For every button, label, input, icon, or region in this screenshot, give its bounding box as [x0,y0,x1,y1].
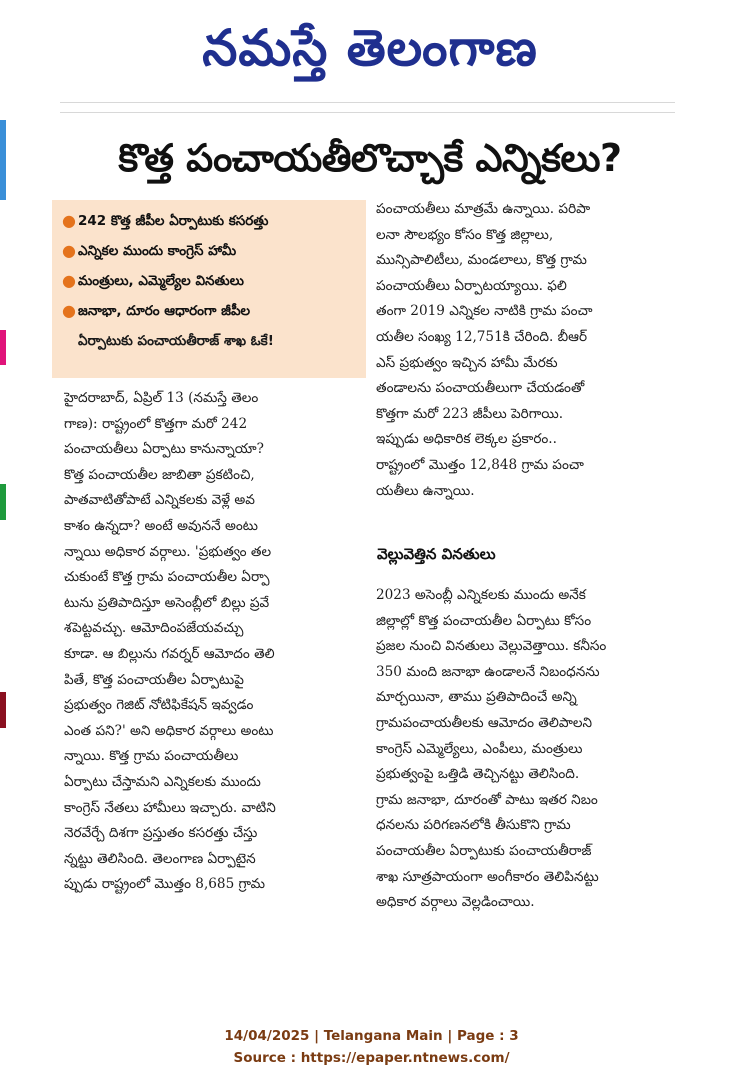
text-line: తండాలను పంచాయతీలుగా చేయడంతో [376,380,585,397]
highlight-continuation: ఏర్పాటుకు పంచాయతీరాజ్ శాఖ ఓకే! [78,333,274,349]
edge-marker-magenta [0,330,6,365]
text-line: న్నట్టు తెలిసింది. తెలంగాణ ఏర్పాటైన [64,850,256,867]
text-line: లనా సౌలభ్యం కోసం కొత్త జిల్లాలు, [376,226,554,243]
text-line: పాతవాటితోపాటే ఎన్నికలకు వెళ్లే అవ [64,492,255,509]
text-line: కొత్త పంచాయతీల జాబితా ప్రకటించి, [64,466,255,483]
text-line: ఎస్ ప్రభుత్వం ఇచ్చిన హామీ మేరకు [376,354,558,371]
text-line: శపెట్టవచ్చు. ఆమోదింపజేయవచ్చు [64,620,244,637]
text-line: యతీల సంఖ్య 12,751కి చేరింది. బీఆర్ [376,328,588,345]
text-line: మున్సిపాలిటీలు, మండలాలు, కొత్త గ్రామ [376,252,587,269]
highlight-text: 242 కొత్త జీపీల ఏర్పాటుకు కసరత్తు [78,213,269,229]
text-line: ప్రజల నుంచి వినతులు వెల్లువెత్తాయి. కనీసం [376,638,607,655]
highlight-item [62,236,360,266]
text-line: నెరవేర్చే దిశగా ప్రస్తుతం కసరత్తు చేస్తు [64,825,258,842]
section-subhead: వెల్లువెత్తిన వినతులు [377,545,496,563]
masthead-logo [150,4,590,92]
highlights-box [52,200,366,378]
bullet-icon: ● [62,211,76,230]
text-line: శాఖ సూత్రపాయంగా అంగీకారం తెలిపినట్టు [376,868,599,885]
text-line: ఏర్పాటు చేస్తామని ఎన్నికలకు ముందు [64,773,261,790]
article-headline: కొత్త పంచాయతీలొచ్చాకే ఎన్నికలు? [118,136,622,180]
text-line: కూడా. ఆ బిల్లును గవర్నర్ ఆమోదం తెలి [64,645,275,662]
text-line: ఎంత పని?' అని అధికార వర్గాలు అంటు [64,722,274,739]
text-line: కాంగ్రెస్ నేతలు హామీలు ఇచ్చారు. వాటిని [64,799,276,816]
highlight-item [62,206,360,236]
text-line: యతీలు ఉన్నాయి. [376,482,475,499]
text-line: పంచాయతీల ఏర్పాటుకు పంచాయతీరాజ్ [376,842,592,859]
footer-dateline: 14/04/2025 | Telangana Main | Page : 3 [224,1028,519,1044]
text-line: గ్రామపంచాయతీలకు ఆమోదం తెలిపాలని [376,714,593,731]
edge-marker-blue [0,120,6,200]
text-line: రాష్ట్రంలో మొత్తం 12,848 గ్రామ పంచా [376,456,584,473]
text-line: న్నాయి. కొత్త గ్రామ పంచాయతీలు [64,748,239,765]
text-line: టును ప్రతిపాదిస్తూ అసెంబ్లీలో బిల్లు ప్రవే [64,594,270,611]
text-line: ప్రభుత్వంపై ఒత్తిడి తెచ్చినట్టు తెలిసింది. [376,766,580,783]
masthead-title: నమస్తే తెలంగాణ [202,19,538,77]
text-line: గాణ): రాష్ట్రంలో కొత్తగా మరో 242 [64,415,248,432]
left-column [64,386,350,898]
text-line: ఇప్పుడు అధికారిక లెక్కల ప్రకారం.. [376,431,557,448]
text-line: 2023 అసెంబ్లీ ఎన్నికలకు ముందు అనేక [376,587,586,603]
top-rule [60,102,675,103]
text-line: ప్రభుత్వం గెజిట్ నోటిఫికేషన్ ఇవ్వడం [64,697,254,714]
bullet-icon: ● [62,301,76,320]
text-line: కాంగ్రెస్ ఎమ్మెల్యేలు, ఎంపీలు, మంత్రులు [376,740,583,757]
text-line: అధికార వర్గాలు వెల్లడించాయి. [376,894,535,911]
text-line: తంగా 2019 ఎన్నికల నాటికి గ్రామ పంచా [376,303,593,320]
headline-rule [60,112,675,113]
text-line: 350 మంది జనాభా ఉండాలనే నిబంధనను [376,663,600,680]
text-line: ధనలను పరిగణనలోకి తీసుకొని గ్రామ [376,817,571,834]
highlight-item [62,296,360,326]
right-column-bottom [376,583,676,916]
bullet-icon: ● [62,271,76,290]
highlight-text: ఎన్నికల ముందు కాంగ్రెస్ హామీ [78,243,237,259]
edge-marker-maroon [0,692,6,728]
highlight-text: జనాభా, దూరం ఆధారంగా జీపీల [78,303,251,319]
highlight-item [62,266,360,296]
text-line: జిల్లాల్లో కొత్త పంచాయతీల ఏర్పాటు కోసం [376,612,592,629]
text-line: ప్పుడు రాష్ట్రంలో మొత్తం 8,685 గ్రామ [64,876,266,893]
text-line: పితే, కొత్త పంచాయతీల ఏర్పాటుపై [64,671,244,688]
footer-source: Source : https://epaper.ntnews.com/ [233,1050,510,1066]
text-line: మార్చయినా, తాము ప్రతిపాదించే అన్ని [376,689,577,706]
right-column-top [376,197,676,504]
text-line: పంచాయతీలు ఏర్పాటు కానున్నాయా? [64,441,264,458]
text-line: కొత్తగా మరో 223 జీపీలు పెరిగాయి. [376,405,564,422]
text-line: పంచాయతీలు మాత్రమే ఉన్నాయి. పరిపా [376,201,591,217]
text-line: న్నాయి అధికార వర్గాలు. 'ప్రభుత్వం తల [64,543,272,560]
text-line: పంచాయతీలు ఏర్పాటయ్యాయి. ఫలి [376,277,567,294]
edge-marker-green [0,484,6,520]
highlight-text: మంత్రులు, ఎమ్మెల్యేల వినతులు [78,273,244,289]
text-line: గ్రామ జనాభా, దూరంతో పాటు ఇతర నిబం [376,791,598,808]
text-line: కాశం ఉన్నదా? అంటే అవుననే అంటు [64,517,258,534]
text-line: హైదరాబాద్, ఏప్రిల్ 13 (నమస్తే తెలం [64,390,259,406]
bullet-icon: ● [62,241,76,260]
text-line: చుకుంటే కొత్త గ్రామ పంచాయతీల ఏర్పా [64,569,270,586]
